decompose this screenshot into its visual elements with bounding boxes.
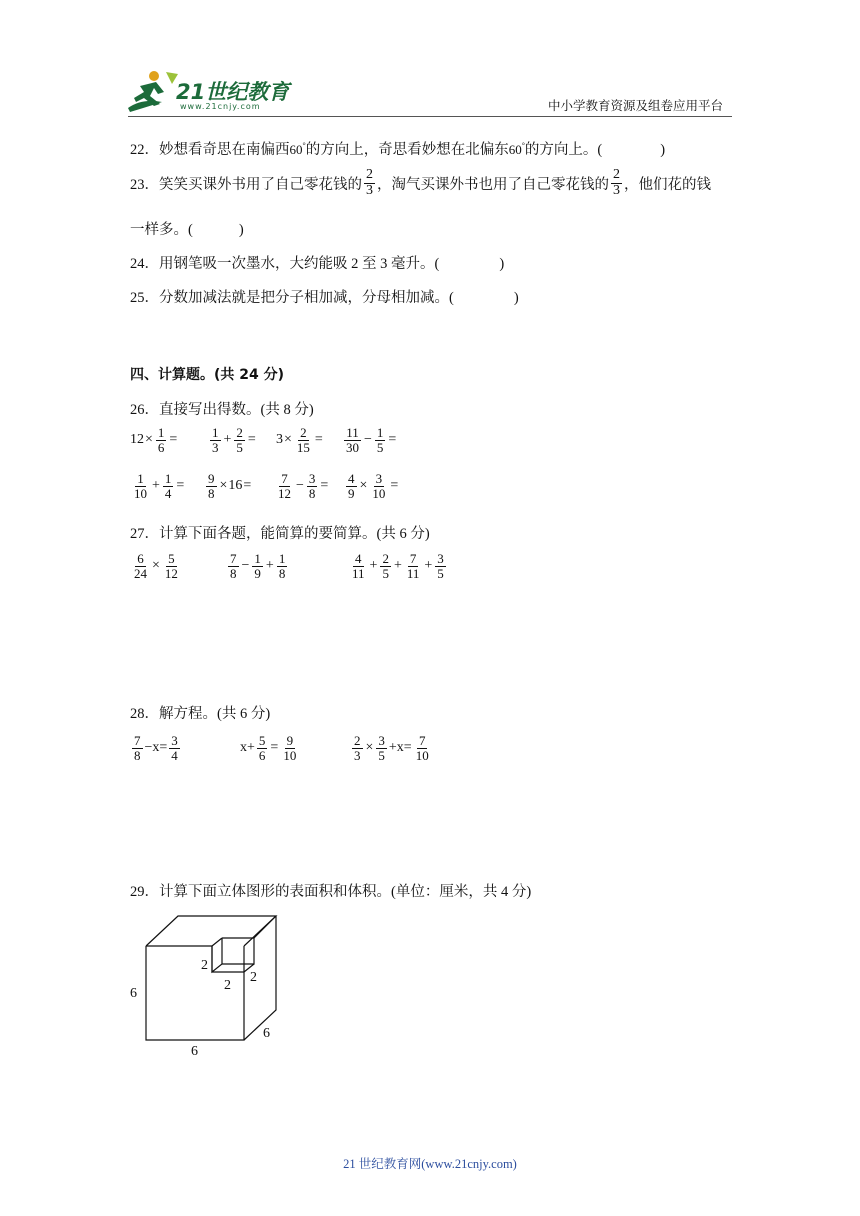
dim-label-cut-bottom: 2 xyxy=(224,978,231,993)
equation: $\frac{2}{3}$ × $\frac{3}{5}$ +x= $\frac{7}{10}$ xyxy=(354,733,429,763)
expression: 12 × $\frac{1}{6}$ = xyxy=(130,425,178,455)
equation: $\frac{7}{8}$ −x= $\frac{3}{4}$ xyxy=(134,733,178,763)
question-29: 29．计算下面立体图形的表面积和体积。(单位：厘米，共 4 分) xyxy=(130,884,532,900)
dim-label-cut-left: 2 xyxy=(201,958,208,973)
header-logo xyxy=(122,68,302,116)
cube-figure xyxy=(126,910,286,1060)
fraction: $\frac{2}{3}$ xyxy=(366,167,373,198)
question-25: 25．分数加减法就是把分子相加减，分母相加减。( ) xyxy=(130,290,519,306)
dim-label-left: 6 xyxy=(130,986,137,1001)
equation: x+ $\frac{5}{6}$ = $\frac{9}{10}$ xyxy=(240,733,297,763)
question-28: 28．解方程。(共 6 分) xyxy=(130,706,271,722)
expression: $\frac{7}{12}$ − $\frac{3}{8}$ = xyxy=(278,471,329,501)
question-24: 24．用钢笔吸一次墨水，大约能吸 2 至 3 毫升。( ) xyxy=(130,256,505,272)
section-heading: 四、计算题。(共 24 分) xyxy=(130,367,285,383)
expression: 3 × $\frac{2}{15}$ = xyxy=(276,425,323,455)
runner-logo-icon xyxy=(122,68,182,114)
dim-label-depth: 6 xyxy=(263,1026,270,1041)
expression: $\frac{1}{3}$ + $\frac{2}{5}$ = xyxy=(212,425,256,455)
expression: $\frac{9}{8}$ × 16 = xyxy=(208,471,252,501)
question-23-line2: 一样多。( ) xyxy=(130,222,244,238)
expression: $\frac{7}{8}$ − $\frac{1}{9}$ + $\frac{1}{8}$ xyxy=(230,551,286,581)
dim-label-bottom: 6 xyxy=(191,1044,198,1059)
question-22: 22．妙想看奇思在南偏西60°的方向上，奇思看妙想在北偏东60°的方向上。( ) xyxy=(130,141,666,158)
footer-text: 21 世纪教育网(www.21cnjy.com) xyxy=(343,1157,517,1171)
expression: $\frac{6}{24}$ × $\frac{5}{12}$ xyxy=(134,551,178,581)
logo-url: www.21cnjy.com xyxy=(180,102,261,111)
question-27: 27．计算下面各题，能简算的要简算。(共 6 分) xyxy=(130,526,430,542)
fraction: $\frac{2}{3}$ xyxy=(613,167,620,198)
expression: $\frac{4}{9}$ × $\frac{3}{10}$ = xyxy=(348,471,399,501)
platform-name: 中小学教育资源及组卷应用平台 xyxy=(548,98,724,113)
question-26: 26．直接写出得数。(共 8 分) xyxy=(130,402,314,418)
expression: $\frac{4}{11}$ + $\frac{2}{5}$ + $\frac{7}{11}$ + $\frac{3}{5}$ xyxy=(352,551,444,581)
logo-title: 21世纪教育 xyxy=(176,80,290,104)
dim-label-cut-right: 2 xyxy=(250,970,257,985)
header-divider xyxy=(128,116,732,117)
question-23: 23．笑笑买课外书用了自己零花钱的 $\frac{2}{3}$ ，淘气买课外书也用了自己零花钱的 $\frac{2}{3}$ ，他们花的钱 xyxy=(130,167,711,198)
expression: $\frac{1}{10}$ + $\frac{1}{4}$ = xyxy=(134,471,185,501)
expression: $\frac{11}{30}$ − $\frac{1}{5}$ = xyxy=(346,425,397,455)
